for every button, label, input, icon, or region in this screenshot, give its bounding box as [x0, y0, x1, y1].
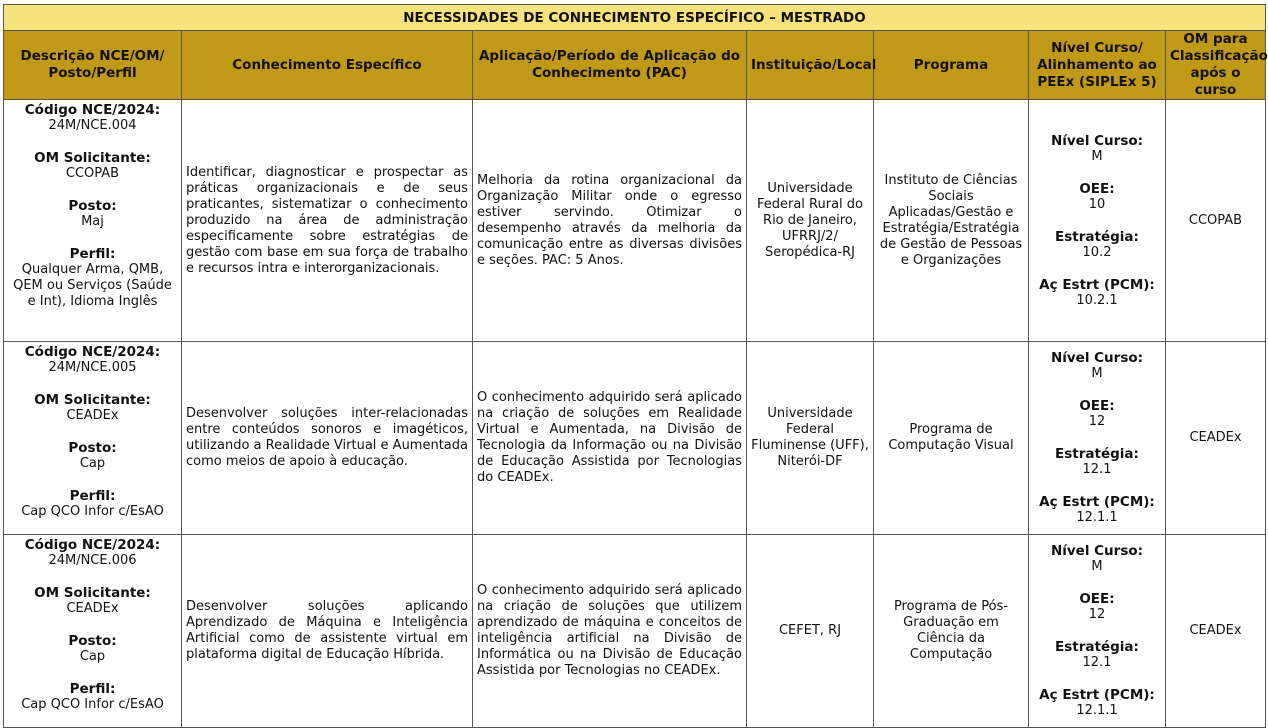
perfil-label: Perfil: [69, 681, 116, 697]
header-om-classificacao: OM para Classificação após o curso [1166, 31, 1266, 100]
oee-value: 12 [1088, 414, 1106, 429]
ac-estrt-value: 10.2.1 [1076, 292, 1118, 308]
posto-value: Cap [79, 456, 106, 471]
descricao-cell [4, 100, 182, 342]
aplicacao-cell: Melhoria da rotina organizacional da Organização Militar onde o egresso estiver servindo. Otimizar o desempenho através da melhoria da comunicação entre as diversas divisões e seções. PAC: 5 Anos. [473, 100, 747, 342]
nivel-curso-cell [1029, 100, 1166, 342]
posto-value: Maj [81, 214, 104, 229]
table-row [4, 535, 1266, 728]
codigo-label: Código NCE/2024: [24, 537, 161, 553]
estrategia-value: 10.2 [1082, 244, 1112, 260]
estrategia-value: 12.1 [1082, 462, 1112, 477]
perfil-value: Cap QCO Infor c/EsAO [21, 504, 164, 519]
om-classificacao-cell: CEADEx [1166, 342, 1266, 535]
nivel-curso-cell [1029, 342, 1166, 535]
instituicao-cell: Universidade Federal Rural do Rio de Janeiro, UFRRJ/2/ Seropédica-RJ [747, 100, 874, 342]
perfil-label: Perfil: [69, 246, 116, 262]
om-solicitante-value: CCOPAB [65, 166, 120, 181]
programa-cell: Programa de Computação Visual [874, 342, 1029, 535]
nivel-curso-label: Nível Curso: [1050, 543, 1144, 559]
ac-estrt-value: 12.1.1 [1076, 703, 1118, 718]
oee-value: 10 [1088, 196, 1106, 212]
estrategia-label: Estratégia: [1055, 446, 1139, 462]
programa-cell: Programa de Pós-Graduação em Ciência da Computação [874, 535, 1029, 728]
om-solicitante-value: CEADEx [66, 601, 119, 616]
om-solicitante-value: CEADEx [66, 408, 119, 423]
nivel-curso-cell [1029, 535, 1166, 728]
nivel-curso-value: M [1091, 559, 1103, 574]
perfil-value: Cap QCO Infor c/EsAO [21, 697, 164, 712]
om-classificacao-cell: CEADEx [1166, 535, 1266, 728]
instituicao-cell: Universidade Federal Fluminense (UFF), Niterói-DF [747, 342, 874, 535]
nivel-curso-value: M [1091, 148, 1103, 164]
conhecimento-cell: Desenvolver soluções aplicando Aprendizado de Máquina e Inteligência Artificial como de assistente virtual em plataforma digital de Educação Híbrida. [182, 535, 473, 728]
header-descricao: Descrição NCE/OM/ Posto/Perfil [4, 31, 182, 100]
ac-estrt-label: Aç Estrt (PCM): [1039, 687, 1155, 703]
header-instituicao: Instituição/Local [747, 31, 874, 100]
ac-estrt-label: Aç Estrt (PCM): [1039, 276, 1155, 293]
nivel-curso-value: M [1091, 366, 1103, 381]
posto-value: Cap [79, 649, 106, 664]
header-conhecimento: Conhecimento Específico [182, 31, 473, 100]
table-row [4, 100, 1266, 342]
table-row [4, 342, 1266, 535]
om-solicitante-label: OM Solicitante: [34, 150, 151, 166]
om-classificacao-cell: CCOPAB [1166, 100, 1266, 342]
posto-label: Posto: [68, 440, 117, 456]
oee-label: OEE: [1079, 180, 1115, 197]
ac-estrt-label: Aç Estrt (PCM): [1039, 494, 1155, 510]
conhecimento-cell: Desenvolver soluções inter-relacionadas entre conteúdos sonoros e imagéticos, utilizando a Realidade Virtual e Aumentada como meios de apoio à educação. [182, 342, 473, 535]
nivel-curso-label: Nível Curso: [1050, 350, 1144, 366]
perfil-label: Perfil: [69, 488, 116, 504]
nce-table [3, 4, 1266, 728]
perfil-value: Qualquer Arma, QMB, QEM ou Serviços (Saúde e Int), Idioma Inglês [13, 262, 172, 309]
estrategia-label: Estratégia: [1055, 228, 1139, 245]
posto-label: Posto: [68, 633, 117, 649]
aplicacao-cell: O conhecimento adquirido será aplicado na criação de soluções em Realidade Virtual e Aumentada, na Divisão de Tecnologia da Informação ou na Divisão de Educação Assistida por Tecnologias do CEADEx. [473, 342, 747, 535]
programa-cell: Instituto de Ciências Sociais Aplicadas/Gestão e Estratégia/Estratégia de Gestão de Pessoas e Organizações [874, 100, 1029, 342]
conhecimento-cell: Identificar, diagnosticar e prospectar as práticas organizacionais e de seus praticantes, sistematizar o conhecimento produzido na área de administração especificamente sobre estratégias de gestão com base em sua força de trabalho e recursos intra e interorganizacionais. [182, 100, 473, 342]
oee-value: 12 [1088, 607, 1106, 622]
estrategia-label: Estratégia: [1055, 639, 1139, 655]
nivel-curso-label: Nível Curso: [1050, 132, 1144, 149]
codigo-value: 24M/NCE.004 [48, 118, 137, 133]
header-aplicacao: Aplicação/Período de Aplicação do Conhecimento (PAC) [473, 31, 747, 100]
codigo-label: Código NCE/2024: [24, 344, 161, 360]
oee-label: OEE: [1079, 398, 1115, 414]
ac-estrt-value: 12.1.1 [1076, 510, 1118, 525]
aplicacao-cell: O conhecimento adquirido será aplicado na criação de soluções que utilizem aprendizado de máquina e conceitos de inteligência artificial na Divisão de Informática ou na Divisão de Educação Assistida por Tecnologias no CEADEx. [473, 535, 747, 728]
table-title: NECESSIDADES DE CONHECIMENTO ESPECÍFICO – MESTRADO [4, 5, 1266, 31]
oee-label: OEE: [1079, 591, 1115, 607]
codigo-value: 24M/NCE.005 [48, 360, 137, 375]
om-solicitante-label: OM Solicitante: [34, 392, 151, 408]
header-nivel-curso: Nível Curso/ Alinhamento ao PEEx (SIPLEx 5) [1029, 31, 1166, 100]
estrategia-value: 12.1 [1082, 655, 1112, 670]
header-programa: Programa [874, 31, 1029, 100]
codigo-value: 24M/NCE.006 [48, 553, 137, 568]
posto-label: Posto: [68, 198, 117, 214]
instituicao-cell: CEFET, RJ [747, 535, 874, 728]
descricao-cell [4, 342, 182, 535]
descricao-cell [4, 535, 182, 728]
codigo-label: Código NCE/2024: [24, 102, 161, 118]
om-solicitante-label: OM Solicitante: [34, 585, 151, 601]
